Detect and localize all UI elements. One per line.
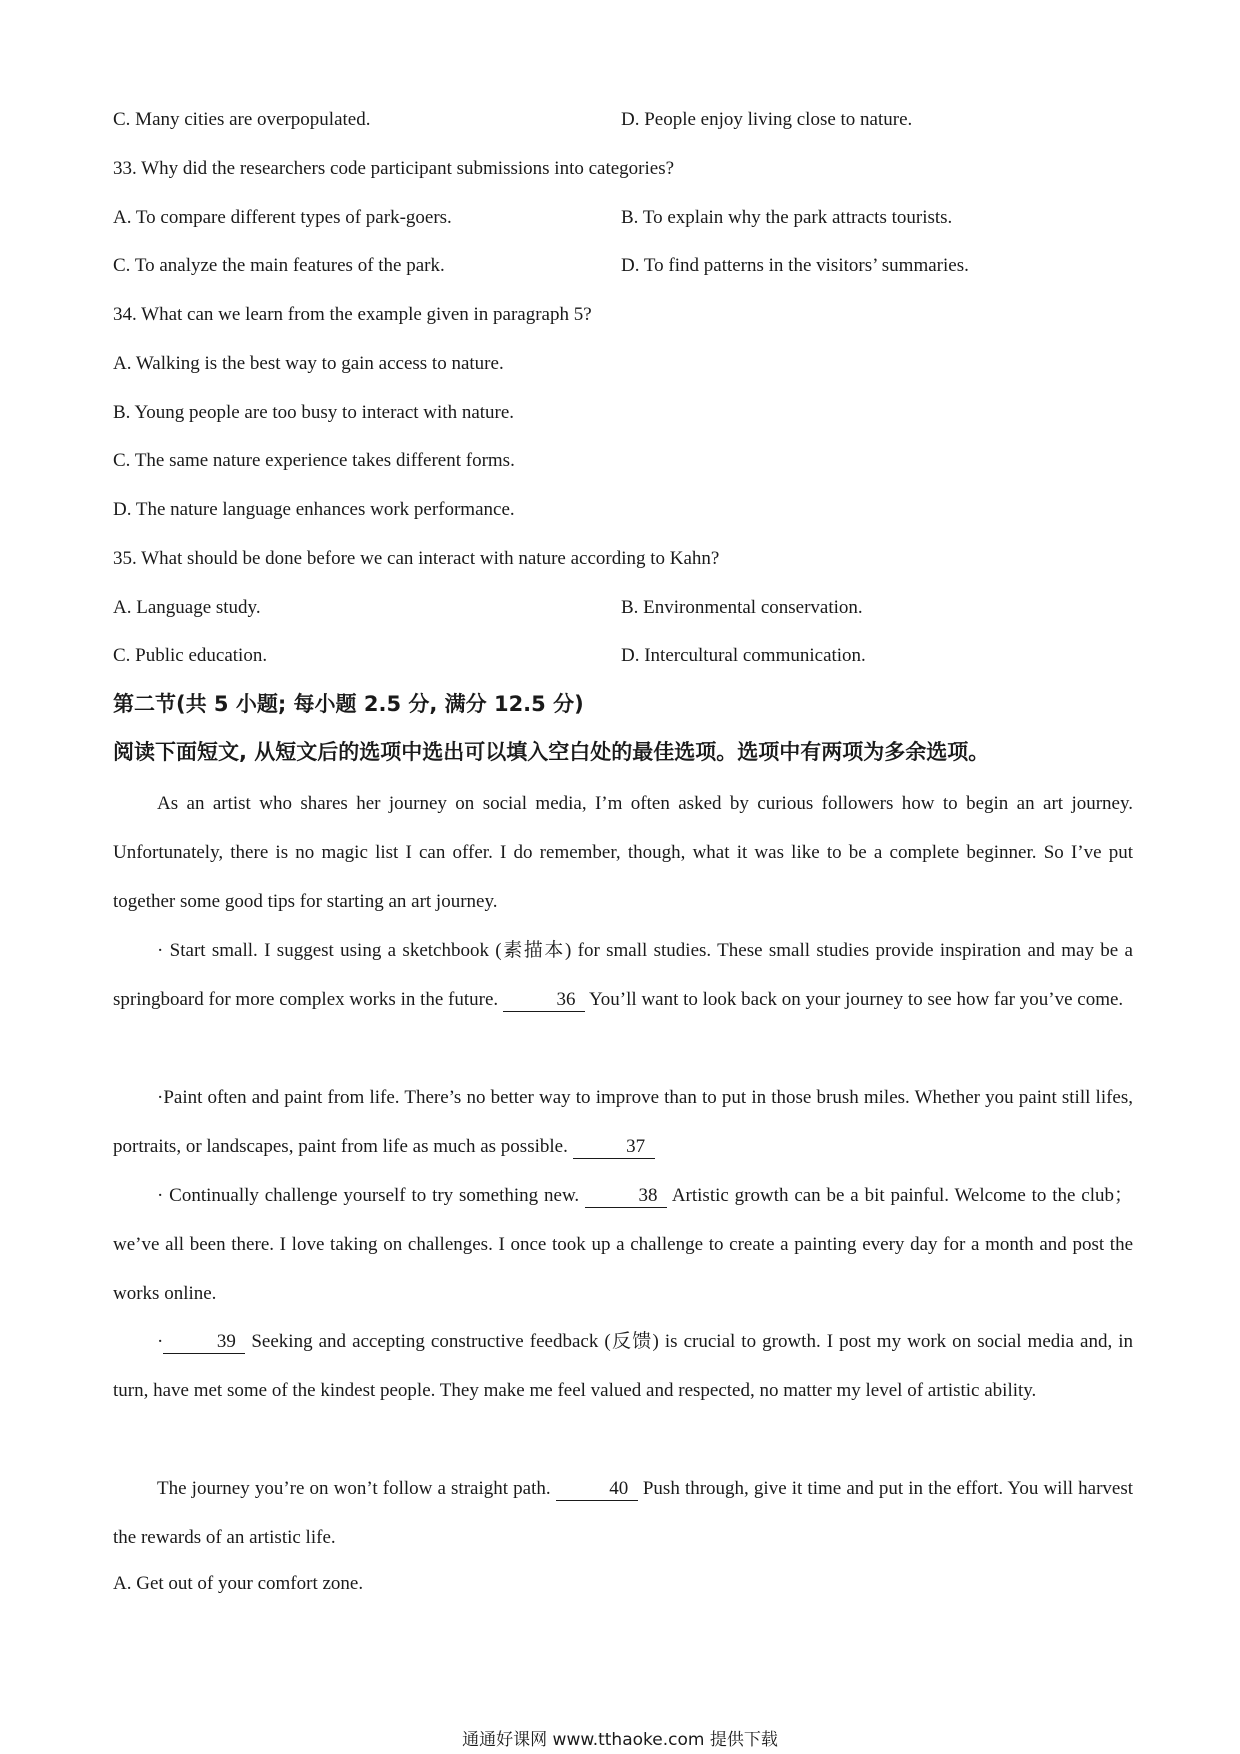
passage-paragraph-3	[113, 1073, 1133, 1171]
passage-paragraph-4	[113, 1171, 1133, 1318]
passage-option-a: A. Get out of your comfort zone.	[113, 1573, 364, 1594]
passage-p3-text-a: ·Paint often and paint from life. There’s no better way to improve than to put in those brush miles. Whether you paint still lifes, portraits, or landscapes, paint from life as much as possible.	[113, 1087, 1133, 1157]
q33-option-a: A. To compare different types of park-goers.	[113, 207, 452, 228]
q35-option-c: C. Public education.	[113, 645, 268, 666]
passage-p5-text-b: Seeking and accepting constructive feedback (反馈) is crucial to growth. I post my work on social media and, in turn, have met some of the kindest people. They make me feel valued and respected, no matter my level of artistic ability.	[113, 1331, 1134, 1401]
blank-40[interactable]: 40	[556, 1479, 638, 1501]
q33-option-d: D. To find patterns in the visitors’ summaries.	[621, 255, 969, 276]
q32-option-c: C. Many cities are overpopulated.	[113, 109, 371, 130]
section-title: 第二节(共 5 小题; 每小题 2.5 分, 满分 12.5 分)	[113, 692, 584, 716]
passage-paragraph-2	[113, 926, 1133, 1024]
passage-p6-text-a: The journey you’re on won’t follow a straight path.	[157, 1478, 551, 1499]
passage-p4-text-a: · Continually challenge yourself to try something new.	[157, 1185, 580, 1206]
passage-paragraph-5	[113, 1317, 1133, 1415]
section-instruction: 阅读下面短文, 从短文后的选项中选出可以填入空白处的最佳选项。选项中有两项为多余选项。	[113, 740, 990, 764]
blank-36[interactable]: 36	[503, 990, 585, 1012]
q34-option-d: D. The nature language enhances work performance.	[113, 499, 515, 520]
blank-39[interactable]: 39	[163, 1332, 245, 1354]
page-footer: 通通好课网 www.tthaoke.com 提供下载	[462, 1730, 778, 1750]
q34-option-a: A. Walking is the best way to gain access to nature.	[113, 353, 504, 374]
passage-paragraph-1	[113, 779, 1133, 926]
passage-p2-text-a: · Start small. I suggest using a sketchbook (素描本) for small studies. These small studies provide inspiration and may be a springboard for more complex works in the future.	[113, 940, 1133, 1010]
passage-p6-text-b: Push through, give it time and put in the effort. You will harvest the rewards of an artistic life.	[113, 1478, 1133, 1548]
passage-p2-text-b: You’ll want to look back on your journey to see how far you’ve come.	[588, 989, 1124, 1010]
blank-38[interactable]: 38	[585, 1186, 667, 1208]
passage-paragraph-6	[113, 1464, 1133, 1562]
passage-p1-text: As an artist who shares her journey on social media, I’m often asked by curious followers how to begin an art journey. Unfortunately, there is no magic list I can offer. I do remember, though, what it was like to be a complete beginner. So I’ve put together some good tips for starting an art journey.	[113, 793, 1133, 912]
q35-option-b: B. Environmental conservation.	[621, 597, 863, 618]
passage-p4-text-b: Artistic growth can be a bit painful. Welcome to the club；we’ve all been there. I love taking on challenges. I once took up a challenge to create a painting every day for a month and post the works online.	[113, 1185, 1134, 1304]
blank-37[interactable]: 37	[573, 1137, 655, 1159]
q35-option-d: D. Intercultural communication.	[621, 645, 866, 666]
q34-option-c: C. The same nature experience takes different forms.	[113, 450, 515, 471]
q33-option-c: C. To analyze the main features of the park.	[113, 255, 445, 276]
q34-stem: 34. What can we learn from the example given in paragraph 5?	[113, 304, 592, 325]
q34-option-b: B. Young people are too busy to interact with nature.	[113, 402, 515, 423]
q33-option-b: B. To explain why the park attracts tourists.	[621, 207, 953, 228]
q32-option-d: D. People enjoy living close to nature.	[621, 109, 913, 130]
passage-p5-bullet: ·	[157, 1331, 164, 1352]
q33-stem: 33. Why did the researchers code participant submissions into categories?	[113, 158, 675, 179]
q35-option-a: A. Language study.	[113, 597, 261, 618]
q35-stem: 35. What should be done before we can interact with nature according to Kahn?	[113, 548, 720, 569]
